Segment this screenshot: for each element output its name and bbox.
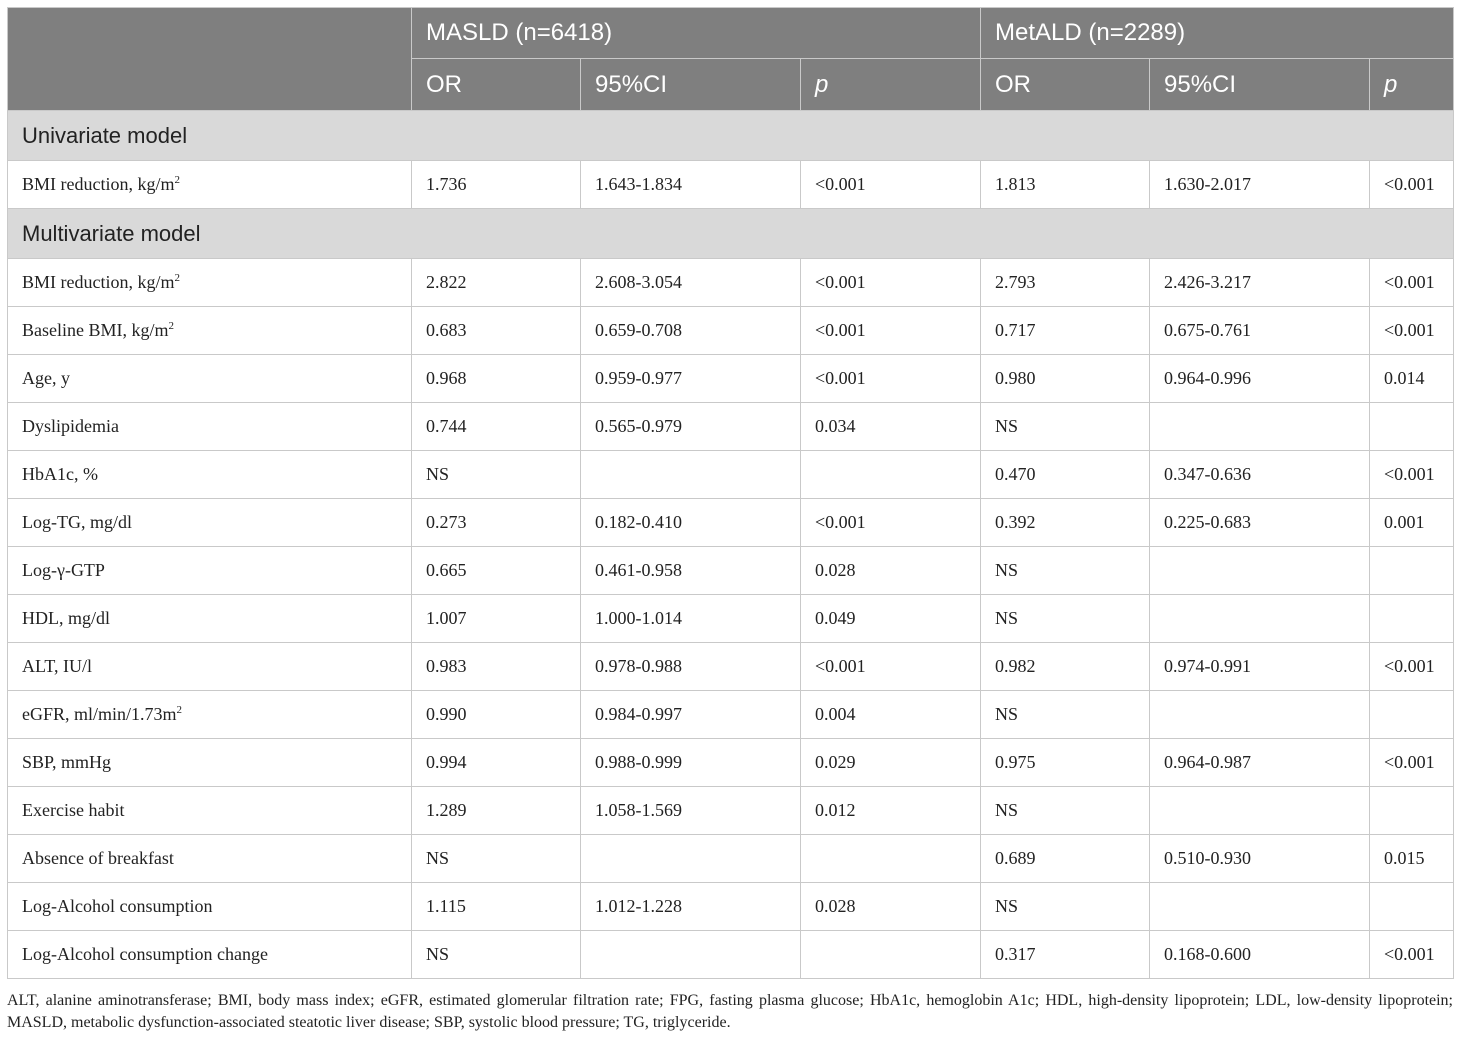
cell-masld-or: 0.273	[412, 499, 581, 547]
table-row	[8, 499, 1454, 547]
row-label-cell	[8, 691, 412, 739]
cell-masld-p: <0.001	[801, 643, 981, 691]
cell-masld-p: <0.001	[801, 259, 981, 307]
row-label: BMI reduction, kg/m	[22, 174, 175, 194]
cell-masld-or: 0.983	[412, 643, 581, 691]
cell-metald-p: <0.001	[1370, 643, 1454, 691]
cell-masld-or: 0.994	[412, 739, 581, 787]
group-header-metald: MetALD (n=2289)	[981, 8, 1454, 59]
table-row	[8, 739, 1454, 787]
table-row	[8, 161, 1454, 209]
row-label-cell	[8, 595, 412, 643]
cell-masld-p: 0.012	[801, 787, 981, 835]
cell-masld-or: 0.665	[412, 547, 581, 595]
section-header-row	[8, 209, 1454, 259]
row-label: eGFR, ml/min/1.73m	[22, 704, 177, 724]
row-label-cell	[8, 259, 412, 307]
header-row-groups	[8, 8, 1454, 59]
subheader-metald-or: OR	[981, 59, 1150, 111]
cell-metald-p: <0.001	[1370, 451, 1454, 499]
table-footnote: ALT, alanine aminotransferase; BMI, body mass index; eGFR, estimated glomerular filtration rate; FPG, fasting plasma glucose; HbA1c, hemoglobin A1c; HDL, high-density lipoprotein; LDL, low-density lipoprotein; MASLD, metabolic dysfunction-associated steatotic liver disease; SBP, systolic blood pressure; TG, triglyceride.	[7, 992, 1453, 1031]
cell-masld-p: 0.028	[801, 883, 981, 931]
header-blank-cell	[8, 8, 412, 111]
row-label-superscript: 2	[168, 320, 174, 332]
cell-masld-ci: 0.988-0.999	[581, 739, 801, 787]
cell-masld-or: 0.968	[412, 355, 581, 403]
cell-metald-or: NS	[981, 691, 1150, 739]
cell-metald-or: 0.975	[981, 739, 1150, 787]
row-label-cell	[8, 787, 412, 835]
row-label: HDL, mg/dl	[22, 608, 110, 628]
row-label-cell	[8, 835, 412, 883]
cell-metald-ci: 2.426-3.217	[1150, 259, 1370, 307]
row-label-superscript: 2	[174, 174, 180, 186]
cell-metald-or: 0.717	[981, 307, 1150, 355]
table-row	[8, 451, 1454, 499]
row-label-cell	[8, 547, 412, 595]
group-header-masld: MASLD (n=6418)	[412, 8, 981, 59]
cell-metald-p: <0.001	[1370, 307, 1454, 355]
cell-masld-ci: 0.659-0.708	[581, 307, 801, 355]
section-header-row	[8, 111, 1454, 161]
row-label: Exercise habit	[22, 800, 125, 820]
cell-masld-p	[801, 451, 981, 499]
cell-masld-ci: 2.608-3.054	[581, 259, 801, 307]
cell-masld-ci	[581, 835, 801, 883]
cell-masld-p	[801, 835, 981, 883]
cell-metald-p: <0.001	[1370, 161, 1454, 209]
cell-masld-p: <0.001	[801, 499, 981, 547]
row-label-cell	[8, 883, 412, 931]
section-title: Univariate model	[8, 111, 1454, 161]
table-row	[8, 307, 1454, 355]
cell-metald-ci	[1150, 787, 1370, 835]
cell-metald-p: 0.014	[1370, 355, 1454, 403]
cell-metald-ci	[1150, 547, 1370, 595]
cell-masld-or: 1.736	[412, 161, 581, 209]
cell-masld-ci: 1.058-1.569	[581, 787, 801, 835]
cell-masld-ci: 1.012-1.228	[581, 883, 801, 931]
cell-metald-ci	[1150, 883, 1370, 931]
cell-masld-or: 0.990	[412, 691, 581, 739]
cell-metald-ci: 0.168-0.600	[1150, 931, 1370, 979]
row-label-cell	[8, 161, 412, 209]
row-label: Age, y	[22, 368, 70, 388]
cell-metald-ci: 1.630-2.017	[1150, 161, 1370, 209]
cell-masld-or: NS	[412, 835, 581, 883]
row-label-cell	[8, 355, 412, 403]
row-label-cell	[8, 451, 412, 499]
cell-metald-or: 0.689	[981, 835, 1150, 883]
cell-metald-p	[1370, 691, 1454, 739]
cell-metald-ci: 0.510-0.930	[1150, 835, 1370, 883]
table-row	[8, 403, 1454, 451]
cell-metald-ci: 0.964-0.996	[1150, 355, 1370, 403]
cell-masld-ci: 0.565-0.979	[581, 403, 801, 451]
cell-masld-ci: 1.643-1.834	[581, 161, 801, 209]
row-label: Log-Alcohol consumption	[22, 896, 213, 916]
cell-masld-ci: 0.978-0.988	[581, 643, 801, 691]
cell-masld-ci	[581, 451, 801, 499]
cell-metald-p	[1370, 595, 1454, 643]
row-label: Baseline BMI, kg/m	[22, 320, 169, 340]
cell-metald-p: <0.001	[1370, 931, 1454, 979]
cell-metald-p	[1370, 403, 1454, 451]
cell-metald-ci: 0.675-0.761	[1150, 307, 1370, 355]
cell-masld-ci: 0.182-0.410	[581, 499, 801, 547]
table-row	[8, 643, 1454, 691]
cell-metald-p: 0.001	[1370, 499, 1454, 547]
cell-masld-ci: 0.984-0.997	[581, 691, 801, 739]
cell-metald-ci: 0.964-0.987	[1150, 739, 1370, 787]
cell-metald-or: 0.317	[981, 931, 1150, 979]
row-label: Log-Alcohol consumption change	[22, 944, 268, 964]
cell-masld-or: 0.744	[412, 403, 581, 451]
cell-masld-p: <0.001	[801, 307, 981, 355]
cell-metald-ci: 0.974-0.991	[1150, 643, 1370, 691]
cell-masld-or: 0.683	[412, 307, 581, 355]
cell-masld-or: 2.822	[412, 259, 581, 307]
cell-masld-p: 0.049	[801, 595, 981, 643]
odds-ratio-table	[7, 7, 1454, 979]
table-container	[7, 7, 1453, 979]
table-row	[8, 355, 1454, 403]
cell-masld-or: NS	[412, 931, 581, 979]
row-label-cell	[8, 499, 412, 547]
table-row	[8, 835, 1454, 883]
cell-metald-ci	[1150, 595, 1370, 643]
row-label-superscript: 2	[174, 272, 180, 284]
cell-metald-or: NS	[981, 547, 1150, 595]
cell-masld-ci: 0.461-0.958	[581, 547, 801, 595]
subheader-masld-p: p	[801, 59, 981, 111]
cell-metald-ci: 0.225-0.683	[1150, 499, 1370, 547]
cell-metald-ci	[1150, 691, 1370, 739]
subheader-metald-p: p	[1370, 59, 1454, 111]
row-label-superscript: 2	[176, 704, 183, 716]
row-label-cell	[8, 307, 412, 355]
table-row	[8, 931, 1454, 979]
cell-masld-or: 1.007	[412, 595, 581, 643]
cell-metald-or: 2.793	[981, 259, 1150, 307]
cell-masld-p	[801, 931, 981, 979]
table-row	[8, 595, 1454, 643]
section-title: Multivariate model	[8, 209, 1454, 259]
cell-masld-ci: 1.000-1.014	[581, 595, 801, 643]
row-label-cell	[8, 403, 412, 451]
cell-masld-or: 1.115	[412, 883, 581, 931]
row-label: Log-TG, mg/dl	[22, 512, 132, 532]
row-label: ALT, IU/l	[22, 656, 92, 676]
cell-metald-p	[1370, 883, 1454, 931]
cell-metald-ci	[1150, 403, 1370, 451]
cell-metald-or: NS	[981, 787, 1150, 835]
table-row	[8, 787, 1454, 835]
cell-masld-ci: 0.959-0.977	[581, 355, 801, 403]
cell-metald-p	[1370, 547, 1454, 595]
subheader-masld-ci: 95%CI	[581, 59, 801, 111]
cell-masld-ci	[581, 931, 801, 979]
subheader-masld-or: OR	[412, 59, 581, 111]
cell-metald-or: NS	[981, 595, 1150, 643]
row-label-cell	[8, 931, 412, 979]
row-label-cell	[8, 739, 412, 787]
cell-metald-or: 0.980	[981, 355, 1150, 403]
table-row	[8, 691, 1454, 739]
row-label-cell	[8, 643, 412, 691]
table-row	[8, 547, 1454, 595]
cell-metald-ci: 0.347-0.636	[1150, 451, 1370, 499]
cell-metald-p: <0.001	[1370, 259, 1454, 307]
table-header	[8, 8, 1454, 111]
cell-metald-or: 0.470	[981, 451, 1150, 499]
cell-masld-or: 1.289	[412, 787, 581, 835]
table-body	[8, 111, 1454, 979]
cell-masld-p: 0.028	[801, 547, 981, 595]
cell-metald-p	[1370, 787, 1454, 835]
cell-metald-or: 0.982	[981, 643, 1150, 691]
cell-metald-p: 0.015	[1370, 835, 1454, 883]
cell-masld-p: <0.001	[801, 161, 981, 209]
cell-masld-p: 0.004	[801, 691, 981, 739]
row-label: Log-γ-GTP	[22, 560, 105, 580]
cell-masld-or: NS	[412, 451, 581, 499]
table-row	[8, 883, 1454, 931]
row-label: Absence of breakfast	[22, 848, 174, 868]
cell-metald-or: NS	[981, 883, 1150, 931]
row-label: BMI reduction, kg/m	[22, 272, 175, 292]
cell-masld-p: 0.034	[801, 403, 981, 451]
row-label: SBP, mmHg	[22, 752, 112, 772]
cell-metald-p: <0.001	[1370, 739, 1454, 787]
cell-masld-p: <0.001	[801, 355, 981, 403]
table-row	[8, 259, 1454, 307]
subheader-metald-ci: 95%CI	[1150, 59, 1370, 111]
row-label: HbA1c, %	[22, 464, 98, 484]
cell-metald-or: 1.813	[981, 161, 1150, 209]
row-label: Dyslipidemia	[22, 416, 119, 436]
cell-masld-p: 0.029	[801, 739, 981, 787]
cell-metald-or: NS	[981, 403, 1150, 451]
cell-metald-or: 0.392	[981, 499, 1150, 547]
